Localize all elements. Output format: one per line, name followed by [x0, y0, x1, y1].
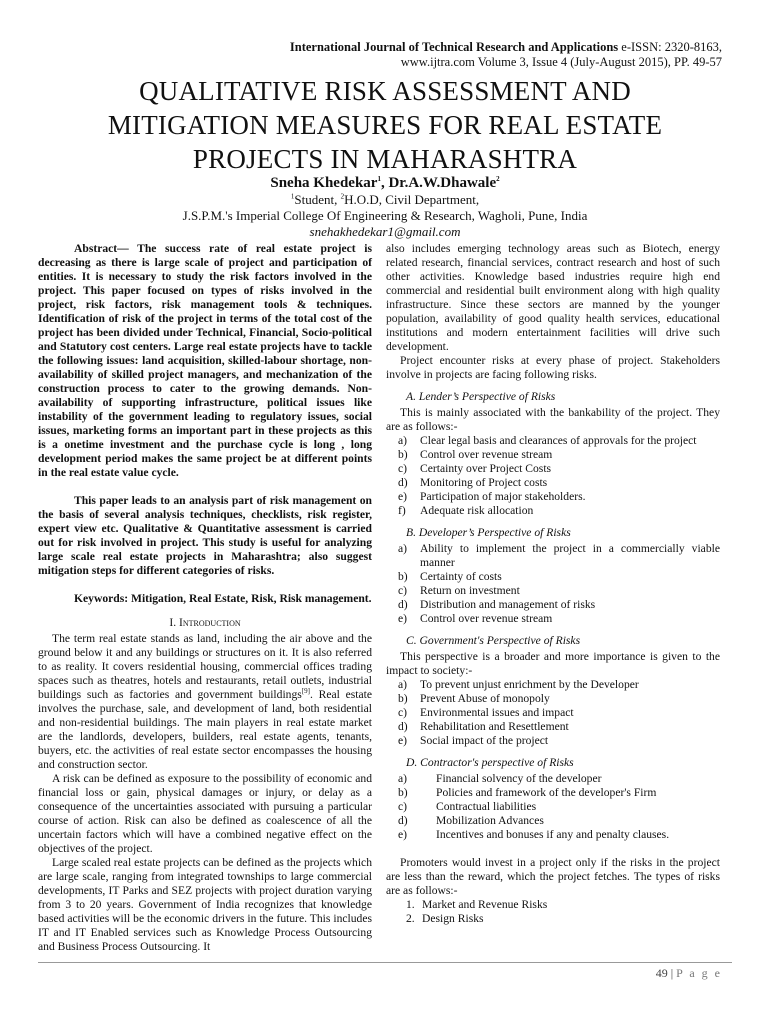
contractor-risk-list — [386, 772, 720, 842]
list-text: Financial solvency of the developer — [436, 772, 602, 785]
list-item — [406, 912, 720, 926]
list-label: d) — [398, 814, 408, 827]
list-item — [398, 734, 720, 748]
list-label: a) — [398, 542, 408, 555]
author-1: Sneha Khedekar — [270, 175, 378, 191]
list-item — [398, 828, 720, 842]
list-item — [398, 706, 720, 720]
body-paragraph — [38, 632, 372, 772]
list-label: c) — [398, 706, 408, 719]
list-text: Incentives and bonuses if any and penalty clauses. — [436, 828, 670, 841]
list-item — [398, 772, 720, 786]
list-text: Certainty of costs — [420, 570, 502, 583]
list-label: b) — [398, 692, 408, 705]
citation-ref: [9] — [301, 687, 310, 696]
list-label: 2. — [406, 912, 415, 925]
list-text: Return on investment — [420, 584, 520, 597]
subsection-heading: B. Developer’s Perspective of Risks — [406, 526, 571, 539]
author-email: snehakhedekar1@gmail.com — [309, 224, 461, 239]
subsection-heading: A. Lender’s Perspective of Risks — [406, 390, 556, 403]
list-label: b) — [398, 786, 408, 799]
subsection-heading: C. Government's Perspective of Risks — [406, 634, 581, 647]
abstract-paragraph: Abstract— The success rate of real estate project is decreasing as there is large scale of project and participation of entities. It is necessary to study the risk factors involved in the project. This paper focused on types of risks involved in the project, risk factors, risk management tools & techniques. Identification of risk of the project in terms of the total cost of the project has been divided under Technical, Financial, Socio-political and Statutory cost centers. Large real estate projects have to tackle the following issues: land acquisition, skilled-labour shortage, non-availability of skilled project managers, and mechanization of the construction process to cater to the growing demands. Non- availability of supporting infrastructure, political issues like instability of the government leading to regulatory issues, social issues, marketing forms an important part in these projects as this is a onetime investment and the purchase cycle is long , long development period makes the same project be at different points in the real estate value cycle. — [38, 242, 372, 479]
list-label: e) — [398, 612, 408, 625]
list-item — [398, 800, 720, 814]
author-block — [40, 174, 730, 240]
list-text: Social impact of the project — [420, 734, 549, 747]
title-line: MITIGATION MEASURES FOR REAL ESTATE — [107, 110, 663, 140]
list-item — [398, 814, 720, 828]
list-item — [398, 504, 720, 518]
list-text: Adequate risk allocation — [420, 504, 534, 517]
title-line: QUALITATIVE RISK ASSESSMENT AND — [139, 76, 631, 106]
risk-types-list — [386, 898, 720, 926]
list-text: Design Risks — [422, 912, 484, 925]
list-item — [398, 542, 720, 570]
list-text: Control over revenue stream — [420, 448, 553, 461]
list-label: 1. — [406, 898, 415, 911]
list-label: b) — [398, 570, 408, 583]
author-institute: J.S.P.M.'s Imperial College Of Engineering & Research, Wagholi, Pune, India — [182, 208, 588, 223]
list-text: Distribution and management of risks — [420, 598, 596, 611]
list-label: a) — [398, 678, 408, 691]
list-item — [398, 584, 720, 598]
left-column — [38, 242, 372, 954]
list-text: Certainty over Project Costs — [420, 462, 552, 475]
keywords: Keywords: Mitigation, Real Estate, Risk, Risk management. — [74, 592, 372, 605]
list-text: Prevent Abuse of monopoly — [420, 692, 550, 705]
list-label: d) — [398, 720, 408, 733]
right-column — [386, 242, 720, 926]
body-paragraph: Project encounter risks at every phase of project. Stakeholders involve in projects are facing following risks. — [386, 354, 720, 381]
list-label: f) — [398, 504, 406, 517]
list-item — [398, 434, 720, 448]
journal-volume: www.ijtra.com Volume 3, Issue 4 (July-August 2015), PP. 49-57 — [400, 55, 722, 69]
list-text: Market and Revenue Risks — [422, 898, 548, 911]
government-risk-list — [386, 678, 720, 748]
author-1-sup: 1 — [377, 175, 381, 183]
list-item — [398, 490, 720, 504]
body-paragraph: also includes emerging technology areas such as Biotech, energy related research, financial services, contract research and host of such other activities. Knowledge based industries require high end commercial and residential built environment along with high quality infrastructure. Since these sectors are manned by the younger population, availability of good quality health services, educational institutions and modern entertainment facilities will drive such development. — [386, 242, 720, 353]
subsection-heading: D. Contractor's perspective of Risks — [406, 756, 574, 769]
section-number: I. — [169, 616, 180, 629]
body-paragraph: Promoters would invest in a project only if the risks in the project are less than the reward, which the project fetches. The types of risks are as follows:- — [386, 856, 720, 897]
list-item — [398, 612, 720, 626]
list-text: Ability to implement the project in a commercially viable manner — [420, 542, 720, 569]
footer-divider — [38, 962, 732, 963]
list-item — [398, 448, 720, 462]
list-label: e) — [398, 490, 408, 503]
list-text: Environmental issues and impact — [420, 706, 574, 719]
list-label: a) — [398, 434, 408, 447]
list-label: e) — [398, 734, 408, 747]
list-item — [398, 570, 720, 584]
author-affiliation — [40, 192, 730, 208]
lender-risk-list — [386, 434, 720, 518]
body-paragraph: This perspective is a broader and more importance is given to the impact to society:- — [386, 650, 720, 677]
list-item — [398, 476, 720, 490]
list-item — [398, 720, 720, 734]
body-paragraph: This is mainly associated with the bankability of the project. They are as follows:- — [386, 406, 720, 433]
list-label: e) — [398, 828, 408, 841]
list-text: Participation of major stakeholders. — [420, 490, 586, 503]
page-number-value: 49 | — [655, 966, 677, 980]
page-number — [656, 966, 722, 981]
title-line: PROJECTS IN MAHARASHTRA — [192, 144, 578, 174]
list-text: Policies and framework of the developer's Firm — [436, 786, 657, 799]
author-2-sup: 2 — [496, 175, 500, 183]
list-label: a) — [398, 772, 408, 785]
aff-role-2: H.O.D, Civil Department, — [344, 192, 480, 207]
list-label: d) — [398, 476, 408, 489]
body-paragraph: Large scaled real estate projects can be defined as the projects which are large scale, ranging from integrated townships to large commercial developments, IT Parks and SEZ projects with project duration varying from 3 to 20 years. Government of India recognizes that knowledge based activities will be the economic drivers in the future. This includes IT and IT Enabled services such as Knowledge Process Outsourcing and Business Process Outsourcing. It — [38, 856, 372, 953]
aff-sup-2: 2 — [340, 192, 345, 201]
journal-name: International Journal of Technical Research and Applications — [289, 40, 619, 54]
body-text: . Real estate involves the purchase, sale, and development of land, both residential and non-residential buildings. The main players in real estate market are the landlords, developers, builders, real estate agents, tenants, buyers, etc. the activities of real estate sector encompasses the housing and construction sector. — [38, 688, 372, 771]
journal-header — [162, 40, 722, 70]
list-text: Control over revenue stream — [420, 612, 553, 625]
list-item — [398, 786, 720, 800]
paper-title — [40, 74, 730, 176]
list-label: d) — [398, 598, 408, 611]
list-text: To prevent unjust enrichment by the Developer — [420, 678, 639, 691]
page-label: P a g e — [676, 966, 722, 980]
body-text: The term real estate stands as land, including the air above and the ground below it and any buildings or structures on it. It is also referred to as reality. It covers residential housing, commercial offices trading spaces such as theatres, hotels and restaurants, retail outlets, industrial buildings such as factories and government buildings — [38, 632, 372, 701]
journal-issn: e-ISSN: 2320-8163, — [618, 40, 722, 54]
section-title: Introduction — [179, 616, 241, 629]
list-label: b) — [398, 448, 408, 461]
author-names — [40, 174, 730, 192]
abstract-paragraph: This paper leads to an analysis part of risk management on the basis of several analysis techniques, checklists, risk register, expert view etc. Qualitative & Quantitative assessment is carried out for risk involved in project. This study is useful for analyzing large scale real estate projects in Maharashtra; also suggest mitigation steps for different categories of risks. — [38, 494, 372, 577]
section-heading — [38, 616, 372, 630]
list-label: c) — [398, 800, 408, 813]
list-item — [398, 462, 720, 476]
list-text: Mobilization Advances — [436, 814, 544, 827]
list-item — [406, 898, 720, 912]
body-paragraph: A risk can be defined as exposure to the possibility of economic and financial loss or gain, physical damages or injury, or delay as a consequence of the uncertainties associated with pursuing a particular course of action. Risk can also be defined as coalescence of all the uncertain factors which will have a combined negative effect on the objectives of the project. — [38, 772, 372, 855]
list-text: Rehabilitation and Resettlement — [420, 720, 569, 733]
list-label: c) — [398, 584, 408, 597]
author-2: , Dr.A.W.Dhawale — [380, 175, 497, 191]
list-item — [398, 692, 720, 706]
aff-role-1: Student, — [294, 192, 341, 207]
list-item — [398, 598, 720, 612]
developer-risk-list — [386, 542, 720, 626]
list-label: c) — [398, 462, 408, 475]
list-text: Contractual liabilities — [436, 800, 537, 813]
aff-sup-1: 1 — [290, 192, 295, 201]
list-text: Monitoring of Project costs — [420, 476, 548, 489]
list-item — [398, 678, 720, 692]
list-text: Clear legal basis and clearances of approvals for the project — [420, 434, 697, 447]
